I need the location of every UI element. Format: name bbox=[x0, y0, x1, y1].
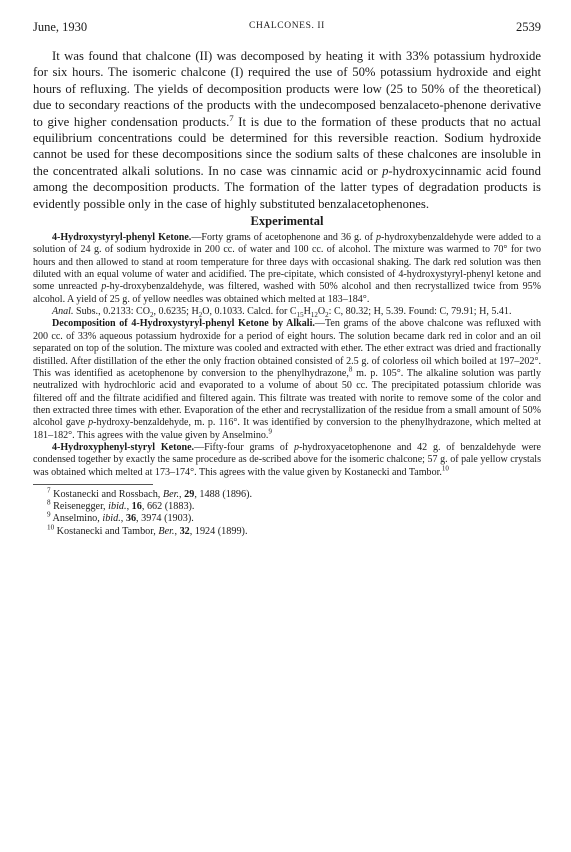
footnote-10: $^{10}$ Kostanecki and Tambor, Ber., 32, 1924 (1899). bbox=[47, 523, 248, 537]
page-number: 2539 bbox=[516, 20, 541, 34]
paragraph-decomposition: Decomposition of 4-Hydroxystyryl-phenyl Ketone by Alkali.—Ten grams of the above chalcone was refluxed with 200 cc. of 33% aqueous potassium hydroxide for a period of eight hours. The solution became dark red in color and an oil separated on top of the solution. The mixture was cooled and extracted with ether. The ether extract was dried and fractionally distilled. After distillation of the ether the only fraction obtained consisted of 2.5 g. of colorless oil which boiled at 197–202°. This was identified as acetophenone by conversion to the phenylhydrazone,$^8$ m. p. 105°. The alkaline solution was partly neutralized with hydrochloric acid and evaporated to a volume of about 50 cc. The precipitated potassium chloride was filtered off and the filtrate acidified and filtered again. This filtrate was treated with norite to remove some of the color and then extracted three times with ether. Evaporation of the ether and recrystallization of the residue from a small amount of 50% alcohol gave p-hydroxy-benzaldehyde, m. p. 116°. It was identified by conversion to the phenylhydrazone, which melted at 181–182°. This agrees with the value given by Anselmino.$^9$ bbox=[33, 318, 542, 441]
paragraph-title: 4-Hydroxystyryl-phenyl Ketone. bbox=[52, 232, 192, 244]
footnotes bbox=[33, 486, 541, 538]
footnote-ref-10[interactable]: 10 bbox=[441, 464, 449, 473]
running-title: CHALCONES. II bbox=[249, 21, 325, 31]
section-heading-experimental: Experimental bbox=[250, 214, 324, 229]
analysis-paragraph: Anal. Subs., 0.2133: $CO_2$, 0.6235; $H_2O$, 0.1033. Calcd. for $C_{15}H_{12}O_2$: C, 80.32; H, 5.39. Found: C, 79.91; H, 5.41. bbox=[52, 306, 512, 320]
issue-date: June, 1930 bbox=[33, 20, 88, 34]
paragraph-hydroxystyryl-ketone: 4-Hydroxystyryl-phenyl Ketone.—Forty grams of acetophenone and 36 g. of p-hydroxybenzaldehyde were added to a solution of 24 g. of sodium hydroxide in 200 cc. of water and 100 cc. of alcohol. The mixture was warmed to 70° for two hours and then allowed to stand at room temperature for three days with occasional shaking. The dark red solution was then diluted with an equal volume of water and acidified. The pre-cipitate, which consisted of 4-hydroxystyryl-phenyl ketone and some unreacted p-hy-droxybenzaldehyde, was filtered, washed with 50% alcohol and then recrystallized twice from 95% alcohol. A yield of 25 g. of yellow needles was obtained which melted at 183–184°. bbox=[33, 232, 541, 305]
running-header bbox=[33, 20, 541, 36]
paragraph-title: 4-Hydroxyphenyl-styryl Ketone. bbox=[52, 441, 195, 453]
footnote-7: $^7$ Kostanecki and Rossbach, Ber., 29, 1488 (1896). bbox=[47, 486, 253, 500]
footnote-ref-8[interactable]: 8 bbox=[348, 365, 353, 374]
footnote-ref-7[interactable]: 7 bbox=[229, 112, 234, 123]
paragraph-title: Decomposition of 4-Hydroxystyryl-phenyl Ketone by Alkali. bbox=[52, 318, 315, 330]
paragraph-hydroxyphenyl-styryl-ketone: 4-Hydroxyphenyl-styryl Ketone.—Fifty-four grams of p-hydroxyacetophenone and 42 g. of benzaldehyde were condensed together by exactly the same procedure as de-scribed above for the isomeric chalcone; 57 g. of pale yellow crystals was obtained which melted at 173–174°. This agrees with the value given by Kostanecki and Tambor.$^{10}$ bbox=[33, 441, 541, 478]
journal-page bbox=[33, 20, 541, 538]
footnote-ref-9[interactable]: 9 bbox=[268, 427, 272, 436]
footnote-9: $^9$ Anselmino, ibid., 36, 3974 (1903). bbox=[47, 510, 194, 525]
footnote-8: $^8$ Reisenegger, ibid., 16, 662 (1883). bbox=[47, 498, 195, 513]
footnote-divider bbox=[33, 484, 153, 485]
intro-paragraph: It was found that chalcone (II) was decomposed by heating it with 33% potassium hydroxide for six hours. The isomeric chalcone (I) required the use of 50% potassium hydroxide and eight hours of refluxing. The yields of decomposition products were low (25 to 50% of the theoretical) due to secondary reactions of the products with the undecomposed benzalaceto-phenone derivative to give higher condensation products.$^7$ It is due to the formation of these products that no actual equilibrium concentrations could be determined for this reversible reaction. Sodium hydroxide cannot be used for these decompositions since the sodium salts of these chalcones are insoluble in the concentrated alkali solutions. In no case was cinnamic acid or p-hydroxycinnamic acid found among the decomposition products. The formation of the latter types of degradation products is evidently possible only in the case of highly substituted benzalacetophenones. bbox=[33, 49, 542, 211]
